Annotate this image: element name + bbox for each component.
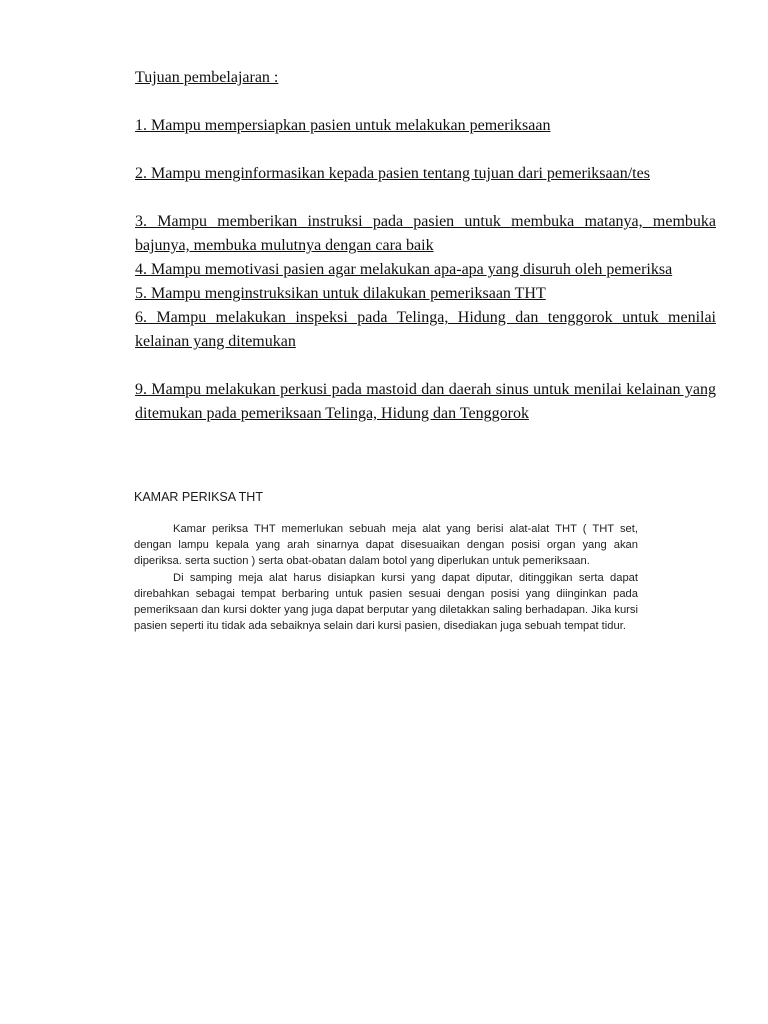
objectives-list	[135, 114, 716, 426]
objective-item-9: 9. Mampu melakukan perkusi pada mastoid dan daerah sinus untuk menilai kelainan yang ditemukan pada pemeriksaan Telinga, Hidung dan Tenggorok	[135, 381, 716, 422]
objective-item-2: 2. Mampu menginformasikan kepada pasien tentang tujuan dari pemeriksaan/tes	[135, 165, 650, 182]
objective-item-4: 4. Mampu memotivasi pasien agar melakukan apa-apa yang disuruh oleh pemeriksa	[135, 261, 673, 278]
section-title: KAMAR PERIKSA THT	[134, 490, 263, 504]
objective-item-3: 3. Mampu memberikan instruksi pada pasien untuk membuka matanya, membuka bajunya, membuka mulutnya dengan cara baik	[135, 213, 716, 254]
objectives-heading: Tujuan pembelajaran :	[135, 69, 279, 86]
section-paragraph-1: Kamar periksa THT memerlukan sebuah meja alat yang berisi alat-alat THT ( THT set, dengan lampu kepala yang arah sinarnya dapat disesuaikan dengan posisi organ yang akan diperiksa. serta suction ) serta obat-obatan dalam botol yang diperlukan untuk pemeriksaan.	[134, 523, 638, 568]
section-paragraph-2: Di samping meja alat harus disiapkan kursi yang dapat diputar, ditinggikan serta dapat direbahkan sebagai tempat berbaring untuk pasien sesuai dengan posisi yang diinginkan pada pemeriksaan dan kursi dokter yang juga dapat berputar yang diletakkan saling berhadapan. Jika kursi pasien seperti itu tidak ada sebaiknya selain dari kursi pasien, disediakan juga sebuah tempat tidur.	[134, 571, 638, 633]
exam-room-section	[134, 489, 638, 634]
objective-item-5: 5. Mampu menginstruksikan untuk dilakukan pemeriksaan THT	[135, 285, 546, 302]
learning-objectives	[135, 66, 716, 426]
objective-item-1: 1. Mampu mempersiapkan pasien untuk melakukan pemeriksaan	[135, 117, 551, 134]
objective-item-6: 6. Mampu melakukan inspeksi pada Telinga, Hidung dan tenggorok untuk menilai kelainan yang ditemukan	[135, 309, 716, 350]
section-body	[134, 521, 638, 634]
